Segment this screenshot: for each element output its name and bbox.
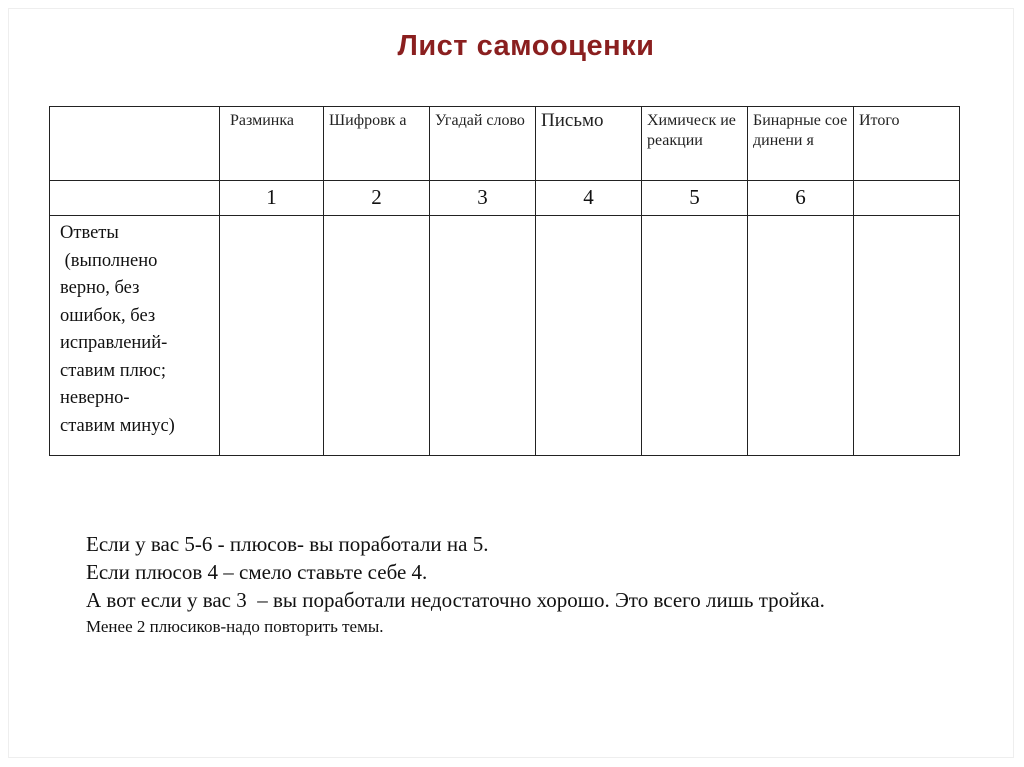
- number-cell: [50, 181, 220, 216]
- self-assessment-table: [49, 106, 960, 456]
- answer-cell[interactable]: [748, 216, 854, 456]
- answer-cell[interactable]: [430, 216, 536, 456]
- answers-label-line: (выполнено: [60, 250, 158, 271]
- answer-cell[interactable]: [854, 216, 960, 456]
- number-cell: 5: [642, 181, 748, 216]
- grading-notes: [86, 530, 1016, 640]
- number-cell: 3: [430, 181, 536, 216]
- note-line: Если плюсов 4 – смело ставьте себе 4.: [86, 560, 428, 584]
- number-cell: 6: [748, 181, 854, 216]
- note-line: Если у вас 5-6 - плюсов- вы поработали на 5.: [86, 532, 489, 556]
- column-header-chemical-reactions: Химическ ие реакции: [642, 107, 748, 181]
- answers-label-line: неверно-: [60, 388, 130, 408]
- column-header-letter: Письмо: [536, 107, 642, 181]
- answers-row: [50, 216, 960, 456]
- number-cell: 2: [324, 181, 430, 216]
- column-header-binary-compounds: Бинарные соединени я: [748, 107, 854, 181]
- answer-cell[interactable]: [642, 216, 748, 456]
- number-cell: [854, 181, 960, 216]
- column-header-cipher: Шифровк а: [324, 107, 430, 181]
- column-header-guess-word: Угадай слово: [430, 107, 536, 181]
- note-line: А вот если у вас 3 – вы поработали недостаточно хорошо. Это всего лишь тройка.: [86, 588, 825, 612]
- note-line: Менее 2 плюсиков-надо повторить темы.: [86, 617, 384, 636]
- corner-cell: [50, 107, 220, 181]
- answers-label-line: ставим минус): [60, 415, 175, 436]
- number-cell: 4: [536, 181, 642, 216]
- column-header-total: Итого: [854, 107, 960, 181]
- answers-label-line: ошибок, без: [60, 305, 156, 326]
- answers-label-line: ставим плюс;: [60, 360, 167, 381]
- page-title: Лист самооценки: [397, 30, 655, 62]
- answers-label-line: Ответы: [60, 223, 119, 243]
- answer-cell[interactable]: [536, 216, 642, 456]
- header-row: [50, 107, 960, 181]
- answers-label-line: верно, без: [60, 278, 140, 298]
- answer-cell[interactable]: [324, 216, 430, 456]
- number-row: [50, 181, 960, 216]
- number-cell: 1: [220, 181, 324, 216]
- column-header-warmup: Разминка: [220, 107, 324, 181]
- answer-cell[interactable]: [220, 216, 324, 456]
- answers-label-line: исправлений-: [60, 333, 168, 353]
- answers-label: [50, 216, 220, 456]
